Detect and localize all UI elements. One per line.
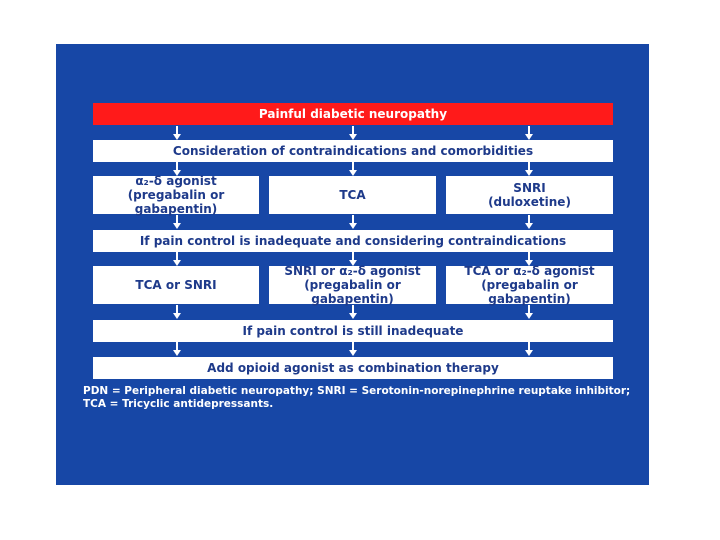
- arrow-down-icon: [172, 215, 182, 229]
- arrow-down-icon: [524, 305, 534, 319]
- tier1-left-line2: (pregabalin or gabapentin): [127, 188, 225, 216]
- still-inadequate-label: If pain control is still inadequate: [242, 324, 464, 338]
- arrow-down-icon: [348, 215, 358, 229]
- tier1-center-box: [269, 176, 436, 214]
- arrow-down-icon: [524, 126, 534, 140]
- tier2-right-box: [446, 266, 613, 304]
- tier2-left-label: TCA or SNRI: [135, 278, 217, 292]
- arrow-down-icon: [348, 305, 358, 319]
- opioid-combination-box: [93, 357, 613, 379]
- tier2-center-line2: (pregabalin or gabapentin): [304, 278, 401, 306]
- arrow-down-icon: [348, 342, 358, 356]
- tier1-left-line1: α₂-δ agonist: [135, 174, 217, 188]
- diagram-title-box: [93, 103, 613, 125]
- tier1-left-box: [93, 176, 259, 214]
- tier1-center-label: TCA: [339, 188, 366, 202]
- arrow-down-icon: [524, 162, 534, 176]
- still-inadequate-box: [93, 320, 613, 342]
- arrow-down-icon: [348, 162, 358, 176]
- tier2-right-line2: (pregabalin or gabapentin): [481, 278, 578, 306]
- tier2-left-box: [93, 266, 259, 304]
- arrow-down-icon: [348, 126, 358, 140]
- footnote-line1: PDN = Peripheral diabetic neuropathy; SNRI = Serotonin-norepinephrine reuptake inhibitor;: [83, 385, 631, 397]
- tier1-right-line2: (duloxetine): [488, 195, 571, 209]
- contraindications-box: [93, 140, 613, 162]
- footnote-line2: TCA = Tricyclic antidepressants.: [83, 398, 274, 410]
- arrow-down-icon: [172, 126, 182, 140]
- arrow-down-icon: [524, 215, 534, 229]
- tier2-center-line1: SNRI or α₂-δ agonist: [284, 264, 421, 278]
- footnote: [83, 385, 643, 411]
- tier2-center-box: [269, 266, 436, 304]
- arrow-down-icon: [524, 342, 534, 356]
- contraindications-label: Consideration of contraindications and comorbidities: [172, 144, 534, 158]
- opioid-combination-label: Add opioid agonist as combination therapy: [207, 361, 499, 375]
- diagram-title: Painful diabetic neuropathy: [258, 107, 448, 121]
- arrow-down-icon: [172, 305, 182, 319]
- tier1-right-line1: SNRI: [513, 181, 546, 195]
- tier2-right-line1: TCA or α₂-δ agonist: [464, 264, 595, 278]
- tier1-right-box: [446, 176, 613, 214]
- inadequate-control-box: [93, 230, 613, 252]
- arrow-down-icon: [172, 252, 182, 266]
- arrow-down-icon: [172, 342, 182, 356]
- inadequate-control-label: If pain control is inadequate and considering contraindications: [139, 234, 567, 248]
